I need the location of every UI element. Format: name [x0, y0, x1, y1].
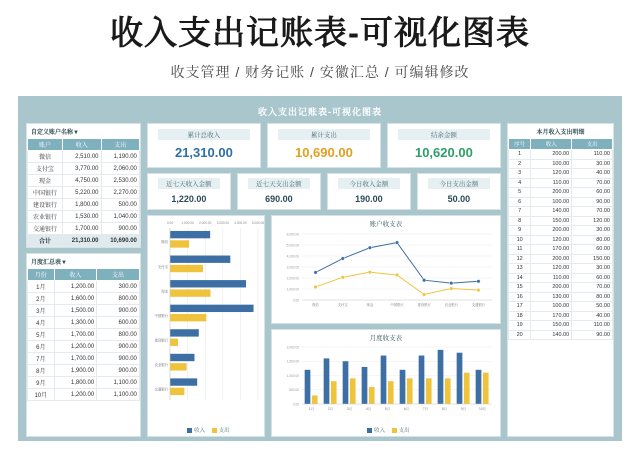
cell-income: 1,200.00: [54, 341, 97, 353]
cell-expense: 900.00: [97, 365, 140, 377]
svg-text:500.00: 500.00: [289, 387, 299, 392]
col-account: 账户: [28, 139, 63, 151]
svg-text:建设银行: 建设银行: [154, 338, 168, 343]
cell-no: 14: [508, 273, 530, 283]
col-income: 收入: [54, 269, 97, 281]
table-row: [508, 254, 612, 264]
cell-expense: 110.00: [572, 150, 613, 160]
cell-income: 1,800.00: [63, 199, 101, 211]
cell-income: 1,300.00: [54, 317, 97, 329]
kpi-label: 今日收入金额: [338, 178, 400, 189]
cell-total-income: 21,310.00: [63, 235, 101, 247]
cell-no: 20: [508, 330, 530, 340]
table-row: [28, 211, 140, 223]
cell-income: 100.00: [531, 197, 572, 207]
monthly-table: [27, 268, 140, 401]
cell-total-label: 合计: [28, 235, 63, 247]
cell-income: 120.00: [531, 169, 572, 179]
table-row: [28, 353, 140, 365]
cell-income: 110.00: [531, 178, 572, 188]
table-row: [508, 330, 612, 340]
cell-no: 16: [508, 292, 530, 302]
cell-month: 10月: [28, 389, 55, 401]
cell-account: 建设银行: [28, 199, 63, 211]
table-row: [508, 235, 612, 245]
cell-income: 1,700.00: [63, 223, 101, 235]
cell-income: 120.00: [531, 235, 572, 245]
table-row: [28, 389, 140, 401]
kpi-label: 近七天支出金额: [248, 178, 310, 189]
cell-account: 中国银行: [28, 187, 63, 199]
cell-no: 10: [508, 235, 530, 245]
kpi-value: 50.00: [447, 194, 471, 204]
cell-no: 11: [508, 245, 530, 255]
cell-expense: 60.00: [572, 188, 613, 198]
table-row: [28, 163, 140, 175]
chart-hbar-legend: [148, 426, 264, 434]
cell-income: 5,220.00: [63, 187, 101, 199]
table-row: [508, 321, 612, 331]
kpi-today-expense: [417, 173, 501, 210]
cell-expense: 60.00: [572, 245, 613, 255]
chart-accounts-bar-horizontal: [147, 215, 265, 437]
cell-no: 9: [508, 226, 530, 236]
svg-text:0.00: 0.00: [166, 221, 173, 225]
table-row: [508, 197, 612, 207]
cell-month: 6月: [28, 341, 55, 353]
cell-month: 2月: [28, 293, 55, 305]
cell-expense: 1,190.00: [101, 151, 139, 163]
svg-text:1,500.00: 1,500.00: [286, 359, 299, 364]
cell-income: 1,530.00: [63, 211, 101, 223]
cell-income: 120.00: [531, 264, 572, 274]
kpi-value: 190.00: [355, 194, 383, 204]
svg-text:3,000.00: 3,000.00: [286, 265, 299, 270]
kpi-label: 结余金额: [398, 129, 490, 140]
cell-income: 200.00: [531, 188, 572, 198]
table-row: [508, 207, 612, 217]
table-row: [508, 302, 612, 312]
records-panel-heading: 本月收入支出明细: [536, 130, 585, 136]
cell-expense: 1,100.00: [97, 377, 140, 389]
table-row: [508, 311, 612, 321]
cell-income: 100.00: [531, 159, 572, 169]
kpi-value: 690.00: [265, 194, 293, 204]
svg-text:2,000.00: 2,000.00: [198, 221, 212, 225]
svg-text:3,000.00: 3,000.00: [216, 221, 229, 225]
cell-expense: 2,270.00: [101, 187, 139, 199]
left-column: [26, 123, 141, 437]
cell-income: 150.00: [531, 216, 572, 226]
table-row: [28, 187, 140, 199]
cell-account: 支付宝: [28, 163, 63, 175]
kpi-7day-expense: [237, 173, 321, 210]
svg-text:5月: 5月: [384, 406, 390, 411]
kpi-7day-income: [147, 173, 231, 210]
cell-expense: 30.00: [572, 264, 613, 274]
cell-no: 7: [508, 207, 530, 217]
monthly-panel-heading[interactable]: 月度汇总表▼: [27, 254, 140, 268]
svg-text:微信: 微信: [312, 303, 319, 307]
cell-account: 交通银行: [28, 223, 63, 235]
svg-text:4月: 4月: [365, 406, 371, 411]
chart-line-canvas: [272, 228, 500, 316]
cell-expense: 70.00: [572, 283, 613, 293]
cell-expense: 900.00: [97, 305, 140, 317]
cell-expense: 1,040.00: [101, 211, 139, 223]
cell-no: 1: [508, 150, 530, 160]
dashboard-title: 收入支出记账表-可视化图表: [258, 107, 382, 117]
cell-income: 150.00: [531, 321, 572, 331]
right-column: [507, 123, 614, 437]
cell-expense: 80.00: [572, 292, 613, 302]
svg-text:5,000.00: 5,000.00: [286, 243, 299, 248]
cell-income: 1,600.00: [54, 293, 97, 305]
svg-text:1月: 1月: [308, 406, 314, 411]
cell-expense: 70.00: [572, 178, 613, 188]
banner: [0, 0, 640, 82]
cell-expense: 500.00: [101, 199, 139, 211]
cell-no: 13: [508, 264, 530, 274]
chart-bar-canvas: [272, 342, 500, 422]
svg-text:6,000.00: 6,000.00: [286, 232, 299, 237]
cell-no: 17: [508, 302, 530, 312]
svg-text:1,000.00: 1,000.00: [181, 221, 194, 225]
kpi-value: 10,690.00: [294, 145, 353, 160]
accounts-panel-heading[interactable]: 自定义账户名称▼: [27, 124, 140, 138]
cell-expense: 80.00: [572, 235, 613, 245]
svg-text:1,000.00: 1,000.00: [286, 287, 299, 292]
table-row: [28, 377, 140, 389]
svg-text:交通银行: 交通银行: [154, 387, 168, 392]
svg-text:5,000.00: 5,000.00: [251, 221, 264, 225]
table-row: [508, 169, 612, 179]
cell-expense: 50.00: [572, 302, 613, 312]
table-row: [28, 281, 140, 293]
table-row: [28, 341, 140, 353]
kpi-value: 10,620.00: [414, 145, 473, 160]
table-row: [508, 159, 612, 169]
cell-month: 8月: [28, 365, 55, 377]
records-table: [508, 138, 613, 340]
cell-expense: 30.00: [572, 159, 613, 169]
svg-text:2,000.00: 2,000.00: [286, 276, 299, 281]
svg-text:农业银行: 农业银行: [444, 303, 458, 307]
svg-text:8月: 8月: [441, 406, 447, 411]
table-row: [508, 264, 612, 274]
center-column: [147, 123, 501, 437]
table-row: [508, 216, 612, 226]
legend-expense: 支出: [398, 428, 410, 434]
cell-account: 现金: [28, 175, 63, 187]
cell-expense: 40.00: [572, 169, 613, 179]
cell-income: 1,900.00: [54, 365, 97, 377]
cell-expense: 800.00: [97, 293, 140, 305]
chart-hbar-canvas: [148, 216, 264, 422]
table-total-row: [28, 235, 140, 247]
kpi-row-primary: [147, 123, 501, 168]
svg-text:6月: 6月: [403, 406, 409, 411]
cell-income: 140.00: [531, 330, 572, 340]
cell-no: 8: [508, 216, 530, 226]
cell-expense: 90.00: [572, 330, 613, 340]
cell-expense: 120.00: [572, 216, 613, 226]
cell-income: 200.00: [531, 226, 572, 236]
cell-income: 200.00: [531, 254, 572, 264]
accounts-panel: [26, 123, 141, 248]
table-row: [28, 317, 140, 329]
svg-text:4,000.00: 4,000.00: [286, 254, 299, 259]
cell-expense: 900.00: [101, 223, 139, 235]
svg-text:2月: 2月: [327, 406, 333, 411]
cell-no: 2: [508, 159, 530, 169]
kpi-value: 21,310.00: [174, 145, 233, 160]
cell-income: 130.00: [531, 292, 572, 302]
svg-text:1,000.00: 1,000.00: [286, 373, 299, 378]
kpi-label: 近七天收入金额: [158, 178, 220, 189]
svg-text:4,000.00: 4,000.00: [234, 221, 247, 225]
svg-text:中国银行: 中国银行: [390, 303, 404, 307]
chart-line-title: 账户收支表: [369, 221, 403, 228]
cell-income: 110.00: [531, 273, 572, 283]
cell-expense: 60.00: [572, 273, 613, 283]
legend-expense: 支出: [218, 428, 230, 434]
cell-month: 4月: [28, 317, 55, 329]
cell-expense: 40.00: [572, 311, 613, 321]
cell-no: 15: [508, 283, 530, 293]
cell-account: 农业银行: [28, 211, 63, 223]
col-no: 序号: [508, 139, 530, 150]
kpi-row-secondary: [147, 173, 501, 210]
kpi-label: 累计总收入: [158, 129, 250, 140]
cell-income: 1,700.00: [54, 353, 97, 365]
page-title: 收入支出记账表-可视化图表: [110, 14, 530, 51]
svg-text:0.00: 0.00: [292, 298, 299, 303]
accounts-table: [27, 138, 140, 247]
cell-income: 200.00: [531, 150, 572, 160]
cell-total-expense: 10,690.00: [101, 235, 139, 247]
svg-text:支付宝: 支付宝: [157, 264, 168, 269]
cell-month: 7月: [28, 353, 55, 365]
cell-no: 6: [508, 197, 530, 207]
table-header-row: [28, 269, 140, 281]
kpi-label: 累计支出: [278, 129, 370, 140]
chart-bar-title: 月度收支表: [369, 334, 403, 342]
cell-no: 5: [508, 188, 530, 198]
cell-income: 4,750.00: [63, 175, 101, 187]
table-row: [28, 199, 140, 211]
table-row: [28, 365, 140, 377]
monthly-summary-panel: [26, 253, 141, 437]
cell-expense: 110.00: [572, 321, 613, 331]
cell-no: 3: [508, 169, 530, 179]
kpi-today-income: [327, 173, 411, 210]
svg-text:现金: 现金: [161, 289, 168, 294]
cell-income: 170.00: [531, 245, 572, 255]
cell-month: 9月: [28, 377, 55, 389]
table-row: [28, 175, 140, 187]
svg-text:3月: 3月: [346, 406, 352, 411]
cell-income: 1,500.00: [54, 305, 97, 317]
cell-month: 5月: [28, 329, 55, 341]
table-row: [508, 178, 612, 188]
table-row: [508, 283, 612, 293]
col-expense: 支出: [572, 139, 613, 150]
table-header-row: [508, 139, 612, 150]
table-row: [508, 245, 612, 255]
cell-expense: 2,060.00: [101, 163, 139, 175]
kpi-value: 1,220.00: [171, 194, 207, 204]
kpi-total-expense: [267, 123, 381, 168]
cell-expense: 2,530.00: [101, 175, 139, 187]
svg-text:0.00: 0.00: [292, 401, 299, 406]
dashboard: [18, 96, 622, 441]
table-row: [28, 151, 140, 163]
cell-income: 3,770.00: [63, 163, 101, 175]
page-subtitle: 收支管理 / 财务记账 / 安徽汇总 / 可编辑修改: [170, 63, 470, 80]
cell-income: 100.00: [531, 302, 572, 312]
cell-income: 170.00: [531, 311, 572, 321]
svg-text:支付宝: 支付宝: [337, 303, 348, 307]
cell-income: 1,200.00: [54, 389, 97, 401]
table-row: [508, 188, 612, 198]
svg-text:2,000.00: 2,000.00: [286, 344, 299, 349]
cell-no: 4: [508, 178, 530, 188]
legend-income: 收入: [374, 428, 386, 434]
cell-no: 12: [508, 254, 530, 264]
table-row: [508, 226, 612, 236]
cell-income: 200.00: [531, 283, 572, 293]
records-panel: [507, 123, 614, 437]
svg-text:交通银行: 交通银行: [471, 303, 485, 307]
table-row: [28, 223, 140, 235]
cell-income: 1,200.00: [54, 281, 97, 293]
kpi-balance: [387, 123, 501, 168]
col-expense: 支出: [97, 269, 140, 281]
svg-text:9月: 9月: [460, 406, 466, 411]
svg-text:中国银行: 中国银行: [154, 313, 168, 318]
svg-text:农业银行: 农业银行: [154, 363, 168, 368]
col-income: 收入: [531, 139, 572, 150]
col-income: 收入: [63, 139, 101, 151]
cell-expense: 900.00: [97, 341, 140, 353]
cell-expense: 90.00: [572, 197, 613, 207]
cell-no: 18: [508, 311, 530, 321]
cell-account: 微信: [28, 151, 63, 163]
svg-text:现金: 现金: [366, 303, 374, 307]
table-row: [28, 305, 140, 317]
svg-text:微信: 微信: [161, 240, 168, 245]
cell-expense: 70.00: [572, 207, 613, 217]
table-row: [508, 150, 612, 160]
table-row: [508, 273, 612, 283]
chart-monthly-bar: [271, 329, 501, 438]
cell-income: 1,700.00: [54, 329, 97, 341]
cell-expense: 150.00: [572, 254, 613, 264]
table-row: [508, 292, 612, 302]
chart-bar-legend: [272, 426, 500, 434]
cell-expense: 900.00: [97, 353, 140, 365]
svg-text:10月: 10月: [478, 406, 486, 411]
svg-text:建设银行: 建设银行: [417, 303, 431, 307]
cell-income: 2,510.00: [63, 151, 101, 163]
cell-month: 3月: [28, 305, 55, 317]
cell-expense: 30.00: [572, 226, 613, 236]
chart-accounts-line: [271, 215, 501, 324]
cell-income: 1,800.00: [54, 377, 97, 389]
table-row: [28, 293, 140, 305]
cell-no: 19: [508, 321, 530, 331]
kpi-total-income: [147, 123, 261, 168]
svg-text:7月: 7月: [422, 406, 428, 411]
kpi-label: 今日支出金额: [428, 178, 490, 189]
cell-month: 1月: [28, 281, 55, 293]
cell-expense: 800.00: [97, 329, 140, 341]
legend-income: 收入: [194, 428, 206, 434]
table-header-row: [28, 139, 140, 151]
cell-expense: 300.00: [97, 281, 140, 293]
cell-expense: 600.00: [97, 317, 140, 329]
cell-expense: 1,100.00: [97, 389, 140, 401]
col-expense: 支出: [101, 139, 139, 151]
col-month: 月份: [28, 269, 55, 281]
cell-income: 140.00: [531, 207, 572, 217]
table-row: [28, 329, 140, 341]
